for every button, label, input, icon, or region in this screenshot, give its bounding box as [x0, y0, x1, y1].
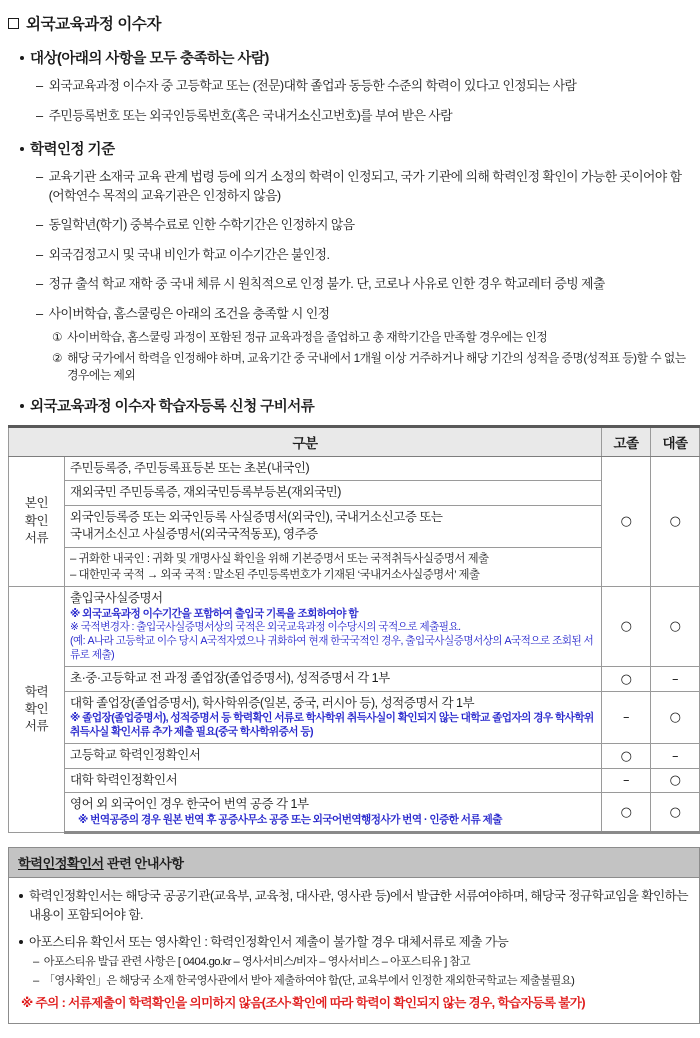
- list-item: [36, 305, 694, 324]
- document-name: 영어 외 외국어인 경우 한국어 번역 공증 각 1부: [70, 797, 309, 812]
- group-label-line: 서류: [24, 719, 49, 734]
- dash-marker: –: [36, 107, 43, 123]
- section-title-criteria: [20, 138, 694, 159]
- mark-highschool: ○: [602, 456, 651, 586]
- group-label-line: 서류: [24, 530, 49, 545]
- row-group-label-academic: [9, 587, 65, 833]
- info-bullet-text: 아포스티유 확인서 또는 영사확인 : 학력인정확인서 제출이 불가할 경우 대체서류로 제출 가능: [29, 934, 509, 949]
- mark-highschool: –: [602, 691, 651, 743]
- info-sub-text: 아포스티유 발급 관련 사항은 [ 0404.go.kr – 영사서비스/비자 – 영사서비스 – 아포스티유 ] 참고: [43, 956, 471, 969]
- table-row: [9, 768, 700, 793]
- blue-note: ※ 국적변경자 : 출입국사실증명서상의 국적은 외국교육과정 이수당시의 국적으로 제출필요.: [70, 621, 461, 634]
- dash-marker: –: [36, 78, 43, 93]
- warning-notice: ※ 주의 : 서류제출이 학력확인을 의미하지 않음(조사·확인에 따라 학력이 확인되지 않는 경우, 학습자등록 불가): [21, 995, 585, 1010]
- mark-university: –: [651, 667, 700, 692]
- dash-marker: –: [36, 217, 43, 233]
- table-row: [9, 587, 700, 667]
- group-label-line: 학력: [24, 684, 49, 699]
- info-bullet-text: 학력인정확인서는 해당국 공공기관(교육부, 교육청, 대사관, 영사관 등)에서 발급한 서류여야하며, 해당국 정규학교임을 확인하는 내용이 포함되어야 함.: [29, 888, 688, 922]
- group-label-line: 본인: [24, 496, 49, 511]
- table-section-title-text: 외국교육과정 이수자 학습자등록 신청 구비서류: [30, 398, 315, 415]
- mark-highschool: ○: [602, 793, 651, 832]
- info-box-header: [9, 848, 699, 878]
- bullet-dot-icon: [19, 940, 23, 944]
- blue-note: (예: A나라 고등학교 이수 당시 A국적자였으나 귀화하여 현재 한국국적인 경우, 출입국사실증명서상의 A국적으로 조회된 서류로 제출): [70, 635, 594, 662]
- column-header-university: 대졸: [651, 426, 700, 456]
- list-item: [36, 275, 694, 294]
- sub-note: – 귀화한 내국인 : 귀화 및 개명사실 확인을 위해 기본증명서 또는 국적취득사실증명서 제출: [70, 552, 489, 565]
- document-subnotes: [65, 547, 602, 586]
- mark-university: ○: [651, 691, 700, 743]
- table-row: [9, 793, 700, 832]
- dash-marker: –: [33, 974, 39, 987]
- page-title: [8, 12, 694, 34]
- section-title-text: 학력인정 기준: [30, 142, 115, 159]
- dash-marker: –: [36, 305, 43, 321]
- info-bullet: [19, 887, 689, 925]
- list-item-text: 주민등록번호 또는 외국인등록번호(혹은 국내거소신고번호)를 부여 받은 사람: [48, 107, 453, 123]
- circled-number-icon: ②: [52, 351, 63, 366]
- page-title-text: 외국교육과정 이수자: [26, 16, 162, 33]
- table-header-row: [9, 426, 700, 456]
- dash-marker: –: [36, 169, 43, 185]
- section-title-target: [20, 47, 694, 68]
- mark-highschool: ○: [602, 667, 651, 692]
- column-header-highschool: 고졸: [602, 426, 651, 456]
- blue-note: ※ 번역공증의 경우 원본 번역 후 공증사무소 공증 또는 외국어번역행정사가 번역 · 인증한 서류 제출: [78, 813, 502, 826]
- mark-university: –: [651, 744, 700, 769]
- list-item: [36, 77, 694, 96]
- group-label-line: 확인: [24, 513, 49, 528]
- document-name: 대학 학력인정확인서: [65, 768, 602, 793]
- info-box: [8, 847, 700, 1024]
- numbered-item: [52, 329, 694, 346]
- list-item: [36, 216, 694, 235]
- numbered-item: [52, 350, 694, 384]
- row-group-label-identity: [9, 456, 65, 586]
- numbered-item-text: 해당 국가에서 학력을 인정해야 하며, 교육기간 중 국내에서 1개월 이상 거주하거나 해당 기간의 성적을 증명(성적표 등)할 수 없는 경우에는 제외: [67, 351, 686, 382]
- info-sub-item: [33, 973, 689, 989]
- section-title-text: 대상(아래의 사항을 모두 충족하는 사람): [30, 51, 269, 67]
- required-documents-table-wrapper: [8, 425, 692, 834]
- document-entry: [65, 793, 602, 832]
- document-name: 고등학교 학력인정확인서: [65, 744, 602, 769]
- document-name: [65, 505, 602, 547]
- list-item: [36, 168, 694, 205]
- bullet-dot-icon: [20, 56, 24, 60]
- list-item-text: 정규 출석 학교 재학 중 국내 체류 시 원칙적으로 인정 불가. 단, 코로나 사유로 인한 경우 학교레터 증빙 제출: [48, 276, 605, 292]
- info-bullet: [19, 933, 689, 952]
- list-item-text: 외국검정고시 및 국내 비인가 학교 이수기간은 불인정.: [48, 246, 330, 262]
- numbered-item-text: 사이버학습, 홈스쿨링 과정이 포함된 정규 교육과정을 졸업하고 총 재학기간을 만족할 경우에는 인정: [67, 330, 548, 345]
- document-name: 초·중·고등학교 전 과정 졸업장(졸업증명서), 성적증명서 각 1부: [65, 667, 602, 692]
- circled-number-icon: ①: [52, 330, 63, 345]
- list-item-text: 교육기관 소재국 교육 관계 법령 등에 의거 소정의 학력이 인정되고, 국가 기관에 의해 학력인정 확인이 가능한 곳이어야 함(어학연수 목적의 교육기관은 인정하지 않음): [48, 169, 682, 203]
- bullet-dot-icon: [20, 147, 24, 151]
- table-row: [9, 691, 700, 743]
- sub-note: – 대한민국 국적 → 외국 국적 : 말소된 주민등록번호가 기재된 ‘국내거소사실증명서’ 제출: [70, 568, 480, 581]
- document-name: 재외국민 주민등록증, 재외국민등록부등본(재외국민): [65, 481, 602, 506]
- mark-university: ○: [651, 456, 700, 586]
- document-entry: [65, 691, 602, 743]
- required-documents-table: [8, 425, 700, 834]
- mark-highschool: ○: [602, 587, 651, 667]
- table-row: [9, 667, 700, 692]
- list-item-text: 사이버학습, 홈스쿨링은 아래의 조건을 충족할 시 인정: [48, 305, 330, 321]
- document-name: 대학 졸업장(졸업증명서), 학사학위증(일본, 중국, 러시아 등), 성적증명서 각 1부: [70, 695, 475, 710]
- mark-university: ○: [651, 587, 700, 667]
- document-name-line: 외국인등록증 또는 외국인등록 사실증명서(외국인), 국내거소신고증 또는: [70, 509, 443, 524]
- document-entry: [65, 587, 602, 667]
- mark-highschool: –: [602, 768, 651, 793]
- mark-highschool: ○: [602, 744, 651, 769]
- info-sub-text: 「영사확인」은 해당국 소재 한국영사관에서 받아 제출하여야 함(단, 교육부에서 인정한 재외한국학교는 제출불필요): [43, 974, 575, 987]
- bullet-dot-icon: [20, 404, 24, 408]
- table-row: [9, 456, 700, 481]
- document-name: 출입국사실증명서: [70, 591, 163, 605]
- dash-marker: –: [36, 246, 43, 262]
- table-row: [9, 547, 700, 586]
- list-item-text: 외국교육과정 이수자 중 고등학교 또는 (전문)대학 졸업과 동등한 수준의 학력이 있다고 인정되는 사람: [48, 78, 577, 93]
- bullet-dot-icon: [19, 894, 23, 898]
- blue-note: ※ 외국교육과정 이수기간을 포함하여 출입국 기록을 조회하여야 함: [70, 607, 358, 620]
- mark-university: ○: [651, 768, 700, 793]
- dash-marker: –: [33, 956, 39, 969]
- table-row: [9, 481, 700, 506]
- dash-marker: –: [36, 276, 43, 292]
- group-label-line: 확인: [24, 701, 49, 716]
- list-item-text: 동일학년(학기) 중복수료로 인한 수학기간은 인정하지 않음: [48, 217, 355, 233]
- document-name-line: 국내거소신고 사실증명서(외국국적동포), 영주증: [70, 527, 318, 542]
- column-header-category: 구분: [9, 426, 602, 456]
- info-box-header-underlined: 학력인정확인서: [18, 855, 104, 871]
- table-section-title: [20, 395, 694, 416]
- info-box-header-rest: 관련 안내사항: [103, 855, 184, 871]
- document-name: 주민등록증, 주민등록표등본 또는 초본(내국인): [65, 456, 602, 481]
- square-outline-icon: [8, 18, 19, 29]
- blue-note: ※ 졸업장(졸업증명서), 성적증명서 등 학력확인 서류로 학사학위 취득사실이 확인되지 않는 대학교 졸업자의 경우 학사학위 취득사실 확인서류 추가 제출 필요(중국 학사학위증서 등): [70, 712, 594, 739]
- table-row: [9, 744, 700, 769]
- list-item: [36, 246, 694, 265]
- mark-university: ○: [651, 793, 700, 832]
- list-item: [36, 107, 694, 126]
- info-box-body: [9, 878, 699, 1023]
- info-sub-item: [33, 954, 689, 970]
- table-row: [9, 505, 700, 547]
